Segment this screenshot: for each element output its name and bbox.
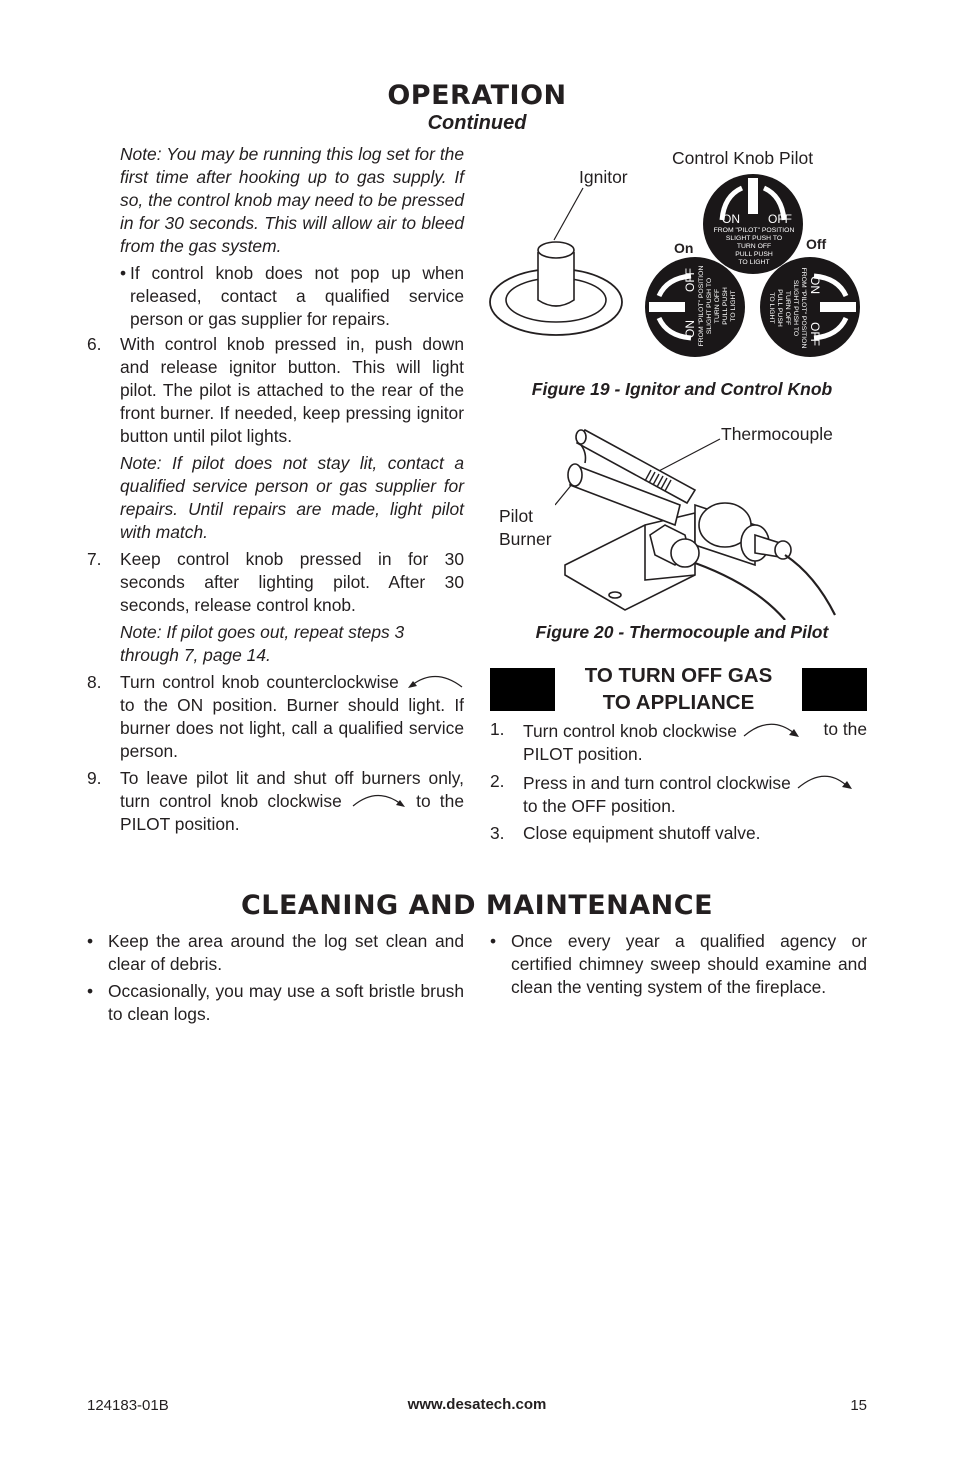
warning-block-right — [802, 668, 867, 711]
turn-off-steps — [490, 718, 867, 845]
clockwise-arrow-icon — [351, 790, 407, 808]
svg-text:SLIGHT PUSH TO: SLIGHT PUSH TO — [792, 279, 799, 337]
svg-text:FROM "PILOT" POSITION: FROM "PILOT" POSITION — [800, 267, 807, 349]
svg-text:ON: ON — [808, 276, 822, 294]
warning-block-left — [490, 668, 555, 711]
note-first-run: Note: You may be running this log set for the first time after hooking up to gas supply. If so, the control knob may need to be pressed in for 30 seconds. This will allow air to bleed from the gas system. — [120, 144, 464, 256]
clockwise-arrow-icon — [796, 770, 854, 790]
note-pilot-out: Note: If pilot goes out, repeat steps 3 through 7, page 14. — [120, 622, 405, 665]
svg-text:ON: ON — [722, 212, 740, 226]
turn-off-step-1: 1. Turn control knob clockwise to the PILOT position. — [490, 719, 867, 764]
cleaning-bullet-3: • Once every year a qualified agency or certified chimney sweep should examine and clean the venting system of the fireplace. — [490, 931, 867, 997]
figure20-label-thermocouple: Thermocouple — [721, 424, 833, 444]
cleaning-bullet-1: • Keep the area around the log set clean and clear of debris. — [87, 931, 464, 974]
svg-text:FROM "PILOT" POSITION: FROM "PILOT" POSITION — [698, 265, 705, 347]
svg-text:OFF: OFF — [768, 212, 792, 226]
svg-text:ON: ON — [683, 320, 697, 338]
figure19-diagram — [486, 140, 866, 365]
figure20-label-pilot-burner: Pilot Burner — [499, 506, 552, 549]
figure19-caption: Figure 19 - Ignitor and Control Knob — [531, 379, 833, 399]
svg-text:TURN OFF: TURN OFF — [736, 243, 772, 250]
figure19-label-ignitor: Ignitor — [579, 167, 628, 187]
figure20-caption: Figure 20 - Thermocouple and Pilot — [535, 622, 829, 642]
doc-number: 124183-01B — [87, 1397, 169, 1414]
note-pilot-not-lit: Note: If pilot does not stay lit, contact a qualified service person or gas supplier for repairs. Until repairs are made, light pilot with match. — [120, 453, 464, 542]
section-title-cleaning: CLEANING AND MAINTENANCE — [240, 890, 714, 921]
cleaning-bullet-2: • Occasionally, you may use a soft bristle brush to clean logs. — [87, 981, 464, 1024]
turn-off-heading: TO TURN OFF GAS TO APPLIANCE — [584, 664, 773, 714]
website-link[interactable]: www.desatech.com — [407, 1396, 547, 1413]
section-subtitle: Continued — [427, 112, 527, 134]
thermocouple-pilot-illustration — [555, 430, 835, 620]
svg-text:TO LIGHT: TO LIGHT — [730, 290, 737, 322]
svg-text:FROM "PILOT" POSITION: FROM "PILOT" POSITION — [713, 227, 795, 234]
svg-text:PULL PUSH: PULL PUSH — [722, 287, 729, 325]
figure19-label-off: Off — [806, 236, 827, 252]
page-number: 15 — [850, 1397, 867, 1414]
svg-text:OFF: OFF — [808, 322, 822, 346]
ignitor-illustration — [490, 188, 622, 335]
knob-on — [645, 257, 745, 357]
step-7: 7. Keep control knob pressed in for 30 seconds after lighting pilot. After 30 seconds, release control knob. — [87, 549, 464, 615]
bullet-knob-pop: • If control knob does not pop up when released, contact a qualified service person or gas supplier for repairs. — [120, 263, 464, 329]
knob-pilot — [703, 174, 803, 274]
svg-text:TO LIGHT: TO LIGHT — [768, 292, 775, 324]
counterclockwise-arrow-icon — [406, 671, 464, 689]
svg-text:SLIGHT PUSH TO: SLIGHT PUSH TO — [725, 235, 783, 242]
step-8: 8. Turn control knob counterclockwise to the ON position. Burner should light. If burner does not light, call a qualified service person. — [87, 672, 464, 761]
cleaning-left-column — [87, 930, 464, 1026]
step-6: 6. With control knob pressed in, push down and release ignitor button. This will light pilot. The pilot is attached to the rear of the front burner. If needed, keep pressing ignitor button until pilot lights. — [87, 334, 464, 446]
figure19-label-on: On — [674, 240, 694, 256]
svg-text:TURN OFF: TURN OFF — [784, 290, 791, 326]
clockwise-arrow-icon — [742, 718, 802, 738]
figure20-diagram — [555, 425, 845, 620]
svg-text:OFF: OFF — [683, 268, 697, 292]
operation-left-column — [87, 143, 464, 836]
svg-text:TO LIGHT: TO LIGHT — [738, 259, 770, 266]
svg-text:PULL PUSH: PULL PUSH — [776, 289, 783, 327]
turn-off-step-3: 3. Close equipment shutoff valve. — [490, 823, 761, 843]
turn-off-step-2: 2. Press in and turn control clockwise to the OFF position. — [490, 770, 867, 818]
step-9: 9. To leave pilot lit and shut off burners only, turn control knob clockwise to the PILOT position. — [87, 768, 464, 834]
cleaning-right-column — [490, 930, 867, 999]
svg-text:PULL PUSH: PULL PUSH — [735, 251, 773, 258]
section-title-operation: OPERATION — [387, 80, 567, 111]
knob-off — [760, 257, 860, 357]
figure19-label-knob: Control Knob Pilot — [672, 148, 814, 168]
svg-text:SLIGHT PUSH TO: SLIGHT PUSH TO — [706, 277, 713, 335]
svg-text:TURN OFF: TURN OFF — [714, 288, 721, 324]
